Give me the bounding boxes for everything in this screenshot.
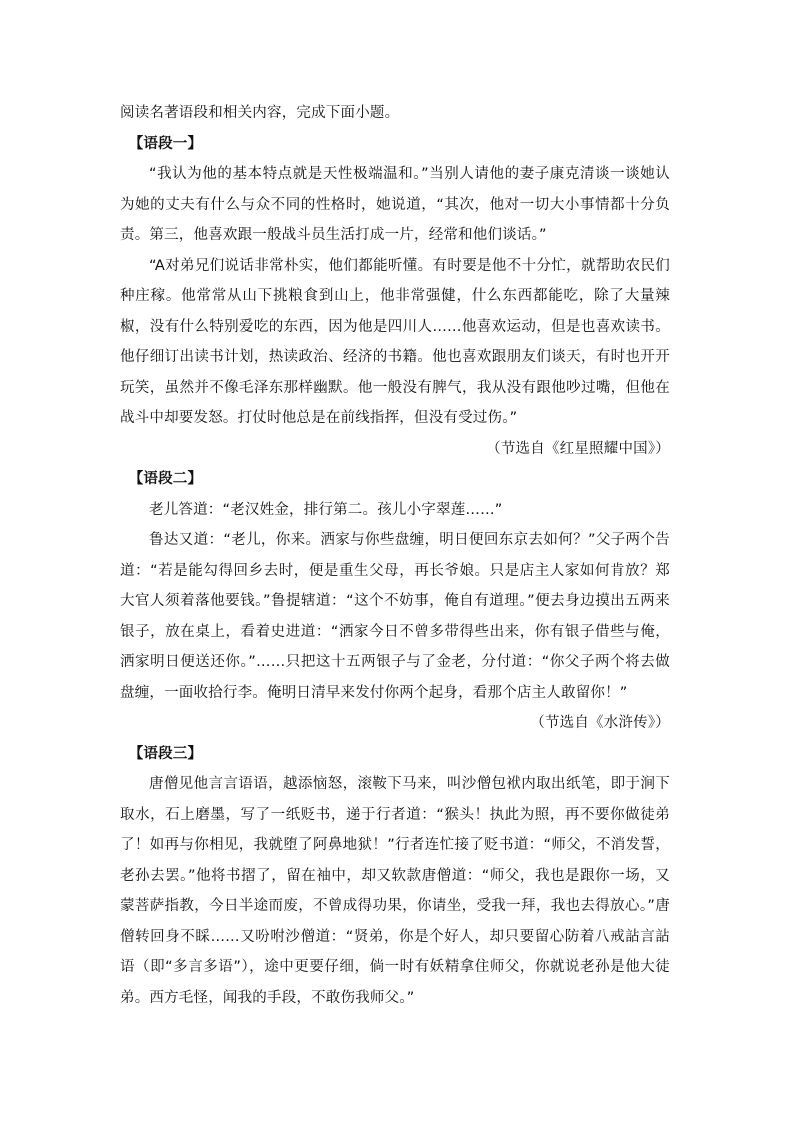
section-1-source: （节选自《红星照耀中国》） [486,440,670,457]
section-2-paragraph-2: 鲁达又道：“老儿，你来。洒家与你些盘缠，明日便回东京去如何？”父子两个告道：“若是能勾得回乡去时，便是重生父母，再长爷娘。只是店主人家如何肯放？郑大官人须着落他要钱。”鲁提辖道：“这个不妨事，俺自有道理。”便去身边摸出五两来银子，放在桌上，看着史进道：“洒家今日不曾多带得些出来，你有银子借些与俺，洒家明日便送还你。”……只把这十五两银子与了金老，分付道：“你父子两个将去做盘缠，一面收拾行李。俺明日清早来发付你两个起身，看那个店主人敢留你！” [120,532,670,701]
section-heading-2: 【语段二】 [128,471,203,487]
section-2-source: （节选自《水浒传》） [530,715,670,731]
section-3-paragraph-1: 唐僧见他言言语语，越添恼怒，滚鞍下马来，叫沙僧包袱内取出纸笔，即于涧下取水，石上磨墨，写了一纸贬书，递于行者道：“猴头！执此为照，再不要你做徒弟了！如再与你相见，我就堕了阿鼻地狱！”行者连忙接了贬书道：“师父，不消发誓，老孙去罢。”他将书摺了，留在袖中，却又软款唐僧道：“师父，我也是跟你一场，又蒙菩萨指教，今日半途而废，不曾成得功果，你请坐，受我一拜，我也去得放心。”唐僧转回身不睬……又吩咐沙僧道：“贤弟，你是个好人，却只要留心防着八戒詀言詀语（即“多言多语”），途中更要仔细，倘一时有妖精拿住师父，你就说老孙是他大徒弟。西方毛怪，闻我的手段，不敢伤我师父。” [120,776,670,1006]
intro-instruction: 阅读名著语段和相关内容，完成下面小题。 [120,105,400,121]
section-heading-1: 【语段一】 [128,135,203,152]
section-heading-3: 【语段三】 [128,745,203,762]
section-1-paragraph-2: “A对弟兄们说话非常朴实，他们都能听懂。有时要是他不十分忙，就帮助农民们种庄稼。他常常从山下挑粮食到山上，他非常强健，什么东西都能吃，除了大量辣椒，没有什么特别爱吃的东西，因为他是四川人……他喜欢运动，但是也喜欢读书。他仔细订出读书计划，热读政治、经济的书籍。他也喜欢跟朋友们谈天，有时也开开玩笑，虽然并不像毛泽东那样幽默。他一般没有脾气，我从没有跟他吵过嘴，但他在战斗中却要发怒。打仗时他总是在前线指挥，但没有受过伤。” [120,257,670,426]
section-2-paragraph-1: 老儿答道：“老汉姓金，排行第二。孩儿小字翠莲……” [149,501,503,518]
document-body [120,98,670,1013]
section-1-paragraph-1: “我认为他的基本特点就是天性极端温和。”当别人请他的妻子康克清谈一谈她认为她的丈夫有什么与众不同的性格时，她说道，“其次，他对一切大小事情都十分负责。第三，他喜欢跟一般战斗员生活打成一片，经常和他们谈话。” [120,166,670,243]
